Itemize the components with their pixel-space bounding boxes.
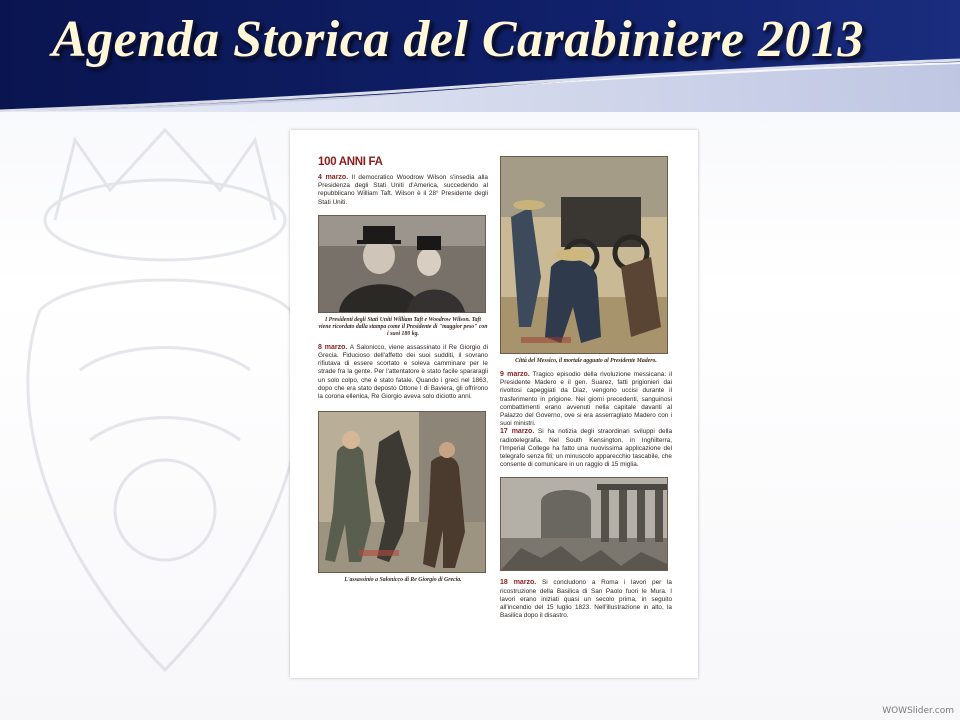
- entry-date: 9 marzo.: [500, 371, 530, 378]
- illustration-king-george: [318, 411, 486, 573]
- entry-18-marzo: [500, 579, 672, 620]
- document-page: [290, 130, 698, 678]
- entry-9-marzo: [500, 371, 672, 428]
- entry-text: Tragico episodio della rivoluzione messicana: il Presidente Madero e il gen. Suarez, fatti prigionieri dai rivoltosi capeggiati da Diaz, vengono uccisi durante il trasferimento in prigione. Nei giorni precedenti, sanguinosi combattimenti erano avvenuti nella capitale davanti al Palazzo del Governo, ove si era asserragliato Madero con i suoi ministri.: [500, 371, 673, 428]
- crest-watermark-icon: [0, 110, 330, 720]
- entry-text: A Salonicco, viene assassinato il Re Giorgio di Grecia. Fiducioso dell'affetto dei suoi sudditi, il sovrano rifiutava di essere scortato e soleva camminare per le strade fra la gente. Per l'attentatore è stato facile spararagli un solo colpo, che è stato fatale. Quando i greci nel 1863, dopo che era stato deposto Ottone I di Baviera, gli offrirono la corona ellenica, Re Giorgio aveva solo diciotto anni.: [318, 343, 488, 401]
- entry-date: 8 marzo.: [318, 343, 348, 351]
- photo-taft-wilson: [318, 215, 486, 313]
- entry-4-marzo: [318, 174, 488, 207]
- watermark-link[interactable]: WOWSlider.com: [882, 706, 954, 716]
- entry-date: 4 marzo.: [318, 174, 349, 181]
- illustration-basilica: [500, 477, 668, 571]
- entry-text: Si concludono a Roma i lavori per la ricostruzione della Basilica di San Paolo fuori le Mura. I lavori erano iniziati quasi un secolo prima, in seguito all'incendio del 15 luglio 1823. Nell'illustrazione in alto, la Basilica dopo il disastro.: [500, 579, 672, 620]
- entry-date: 18 marzo.: [500, 579, 537, 587]
- illustration-madero-ambush: [500, 156, 668, 354]
- caption-madero: Città del Messico, il mortale agguato al Presidente Madero.: [515, 358, 657, 364]
- entry-text: Il democratico Woodrow Wilson s'insedia alla Presidenza degli Stati Uniti d'America, succedendo al repubblicano William Taft. Wilson è il 28° Presidente degli Stati Uniti.: [318, 174, 488, 206]
- caption-taft-wilson: I Presidenti degli Stati Uniti William Taft e Woodrow Wilson. Taft viene ricordato dalla stampa come il Presidente di "maggior peso" con i suoi 180 kg.: [318, 316, 488, 337]
- header-banner: [0, 0, 960, 112]
- left-column: [318, 156, 488, 590]
- page-title: Agenda Storica del Carabiniere 2013: [52, 11, 864, 68]
- right-column: [500, 156, 672, 620]
- entry-text: Si ha notizia degli straordinari sviluppi della radiotelegrafia. Nel South Kensington, in Inghilterra, l'Imperial College ha fatto una nuovissima applicazione del telegrafo senza fili; un minuscolo apparecchio tascabile, che consente di comunicare in un raggio di 15 miglia.: [500, 428, 673, 469]
- entry-8-marzo: [318, 344, 488, 401]
- entry-17-marzo: [500, 428, 672, 469]
- caption-king-george: L'assassinio a Salonicco di Re Giorgio di Grecia.: [344, 577, 462, 584]
- section-heading: 100 ANNI FA: [318, 156, 383, 168]
- entry-date: 17 marzo.: [500, 428, 535, 436]
